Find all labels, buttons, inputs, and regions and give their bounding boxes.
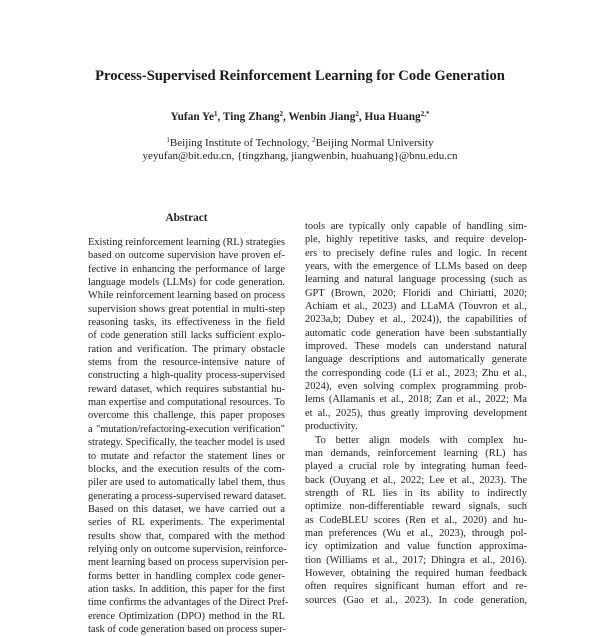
body-line: Achiam et al., 2023) and LLaMA (Touvron et al.,	[305, 301, 527, 313]
abstract-line: Based on this dataset, we have carried out a	[88, 503, 285, 515]
body-line: ers to precisely define rules and logic. In recent	[305, 247, 527, 259]
body-line: lems (Allamanis et al., 2018; Zan et al., 2022; Ma	[305, 394, 527, 406]
body-line: as CodeBLEU scores (Ren et al., 2020) and hu-	[305, 514, 527, 526]
body-line: 2023a,b; Dubey et al., 2024)), the capabilities of	[305, 314, 527, 326]
body-line: To better align models with complex hu-	[315, 434, 527, 446]
body-line: man demands, reinforcement learning (RL) has	[305, 447, 527, 459]
abstract-line: overcome this challenge, this paper proposes	[88, 410, 285, 422]
abstract-line: reasoning tasks, its effectiveness in the field	[88, 317, 285, 329]
abstract-line: While reinforcement learning based on process	[88, 290, 285, 302]
author-list: Yufan Ye$^1$, Ting Zhang$^2$, Wenbin Jiang$^2$, Hua Huang$^{2,*}$	[170, 110, 430, 123]
abstract-line: task of code generation based on process super-	[88, 623, 287, 635]
body-line: man preferences (Wu et al., 2023), through pol-	[305, 527, 527, 539]
body-line: automatic code generation have been substantially	[305, 327, 527, 339]
affiliations: $^1$Beijing Institute of Technology, $^2$Beijing Normal University	[166, 136, 434, 149]
abstract-line: generating a process-supervised reward dataset.	[88, 490, 287, 502]
body-line: icy optimization and value function approxima-	[305, 541, 527, 553]
body-line: strength of RL lies in its ability to indirectly	[305, 487, 527, 499]
abstract-line: man expertise and computational resources. To	[88, 397, 285, 409]
abstract-line: ment learning based on process supervision per-	[88, 557, 289, 569]
abstract-line: results show that, compared with the method	[88, 530, 285, 542]
abstract-line: forms better in handling complex code gener-	[88, 570, 285, 582]
author-name: Hua Huang	[364, 111, 421, 123]
abstract-line: constructing a high-quality process-supervised	[88, 370, 285, 382]
body-line: learning and natural language processing (such as	[305, 274, 527, 286]
abstract-line: fective in enhancing the performance of large	[88, 263, 285, 275]
abstract-line: a "mutation/refactoring-execution verification"	[88, 423, 285, 435]
abstract-line: supervision shows great potential in multi-step	[88, 303, 285, 315]
abstract-heading: Abstract	[165, 212, 208, 224]
author-name: Ting Zhang	[222, 111, 280, 123]
abstract-line: of code generation still lacks sufficient explo-	[88, 330, 285, 342]
body-line: tion (Williams et al., 2017; Dhingra et al., 2016).	[305, 554, 527, 566]
abstract-line: stems from the resource-intensive nature of	[88, 357, 285, 369]
abstract-line: ration and verification. The primary obstacle	[88, 343, 285, 355]
author-emails: yeyufan@bit.edu.cn, {tingzhang, jiangwenbin, huahuang}@bnu.edu.cn	[142, 150, 458, 162]
body-line: However, obtaining the required human feedback	[305, 567, 527, 579]
abstract-line: ation tasks. In addition, this paper for the first	[88, 583, 285, 595]
body-line: back (Ouyang et al., 2022; Lee et al., 2023). The	[305, 474, 527, 486]
abstract-line: Existing reinforcement learning (RL) strategies	[88, 237, 285, 248]
body-line: optimize non-differentiable reward signals, such	[305, 501, 527, 513]
abstract-line: erence Optimization (DPO) method in the RL	[88, 610, 285, 622]
body-line: GPT (Brown, 2020; Floridi and Chiriatti, 2020;	[305, 287, 527, 299]
abstract-text	[88, 236, 289, 636]
abstract-line: language models (LLMs) for code generation.	[88, 277, 285, 289]
abstract-line: reward dataset, which requires substantial hu-	[88, 383, 285, 395]
abstract-line: series of RL experiments. The experimental	[88, 517, 285, 529]
abstract-line: relying only on outcome supervision, reinforce-	[88, 543, 287, 555]
body-line: ple, highly repetitive tasks, and require develop-	[305, 234, 527, 246]
abstract-line: based on outcome supervision have proven ef-	[88, 250, 285, 262]
abstract-line: piler are used to automatically label them, thus	[88, 477, 285, 489]
abstract-line: time confirms the advantages of the Direct Pref-	[88, 597, 289, 609]
body-line: played a crucial role by integrating human feed-	[305, 461, 527, 473]
body-line: often requires significant human effort and re-	[305, 581, 527, 593]
body-line: 2024), even solving complex programming prob-	[305, 381, 527, 393]
abstract-line: blocks, and the execution results of the com-	[88, 463, 285, 475]
body-line: language descriptions and automatically generate	[305, 354, 527, 366]
body-line: improved. These models can understand natural	[305, 341, 527, 353]
body-line: et al., 2025), thus greatly improving development	[305, 407, 527, 419]
author-name: Yufan Ye	[170, 111, 214, 123]
body-line: tools are typically only capable of handling sim-	[305, 221, 527, 232]
paper-title: Process-Supervised Reinforcement Learning for Code Generation	[95, 68, 505, 84]
body-line: the corresponding code (Li et al., 2023; Zhu et al.,	[305, 367, 527, 379]
body-line: sources (Gao et al., 2023). In code generation,	[305, 594, 527, 606]
abstract-line: strategy. Specifically, the teacher model is used	[88, 437, 285, 449]
introduction-text	[305, 220, 527, 607]
body-line: years, with the emergence of LLMs based on deep	[305, 261, 527, 273]
author-name: Wenbin Jiang	[288, 111, 356, 123]
abstract-line: to mutate and refactor the statement lines or	[88, 450, 285, 462]
body-line: productivity.	[305, 421, 358, 433]
